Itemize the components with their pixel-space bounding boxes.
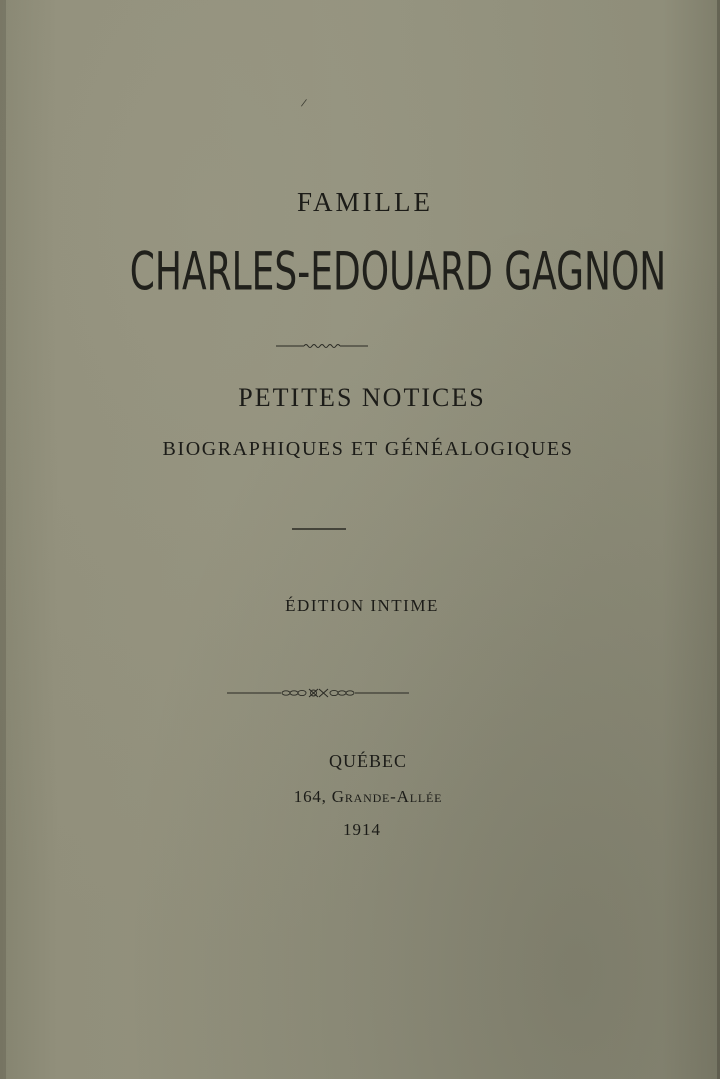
- subtitle-line-1: PETITES NOTICES: [238, 383, 486, 412]
- subtitle-line-2: BIOGRAPHIQUES ET GÉNÉALOGIQUES: [162, 438, 574, 460]
- chain-rule-icon: [227, 686, 409, 700]
- publisher-city: QUÉBEC: [329, 751, 407, 771]
- publisher-address: 164, Grande-Allée: [293, 787, 443, 806]
- cover-heading: FAMILLE: [297, 187, 433, 217]
- publication-year: 1914: [343, 820, 381, 839]
- plain-rule-icon: [292, 525, 346, 533]
- family-name-title: CHARLES-EDOUARD GAGNON: [129, 243, 667, 303]
- wavy-rule-icon: [276, 340, 368, 352]
- pencil-mark: /: [300, 97, 308, 110]
- edition-label: ÉDITION INTIME: [285, 596, 439, 615]
